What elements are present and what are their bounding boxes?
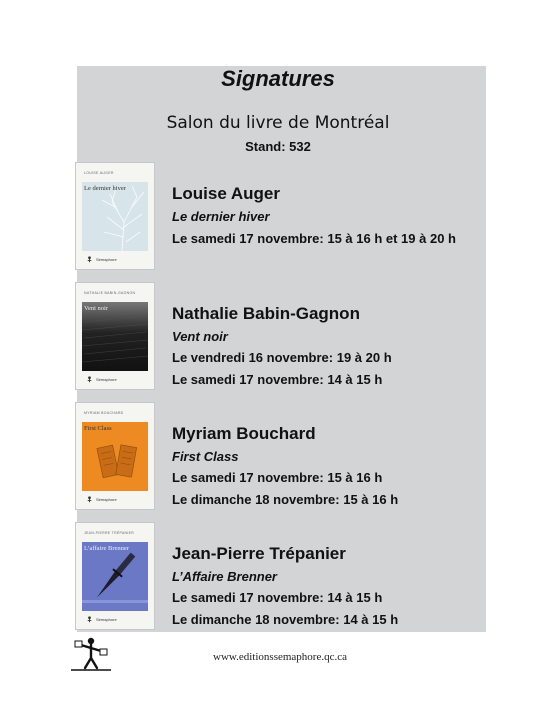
session-time: Le vendredi 16 novembre: 19 à 20 h [172, 350, 392, 365]
publisher-mark-icon [85, 495, 94, 504]
book-title: First Class [172, 449, 239, 464]
dark-scribble-illustration [82, 302, 148, 371]
tickets-illustration [82, 422, 148, 491]
session-time: Le dimanche 18 novembre: 15 à 16 h [172, 492, 399, 507]
cover-title: L’affaire Brenner [84, 545, 129, 552]
book-title: L’Affaire Brenner [172, 569, 277, 584]
cover-title: Vent noir [84, 305, 109, 312]
cover-author: JEAN-PIERRE TRÉPANIER [84, 531, 135, 535]
book-cover-affaire-brenner [76, 523, 154, 629]
cover-publisher: Sémaphore [96, 497, 117, 502]
cover-author: MYRIAM BOUCHARD [84, 411, 124, 415]
session-time: Le samedi 17 novembre: 15 à 16 h et 19 à 20 h [172, 231, 456, 246]
session-time: Le samedi 17 novembre: 14 à 15 h [172, 590, 383, 605]
knife-illustration [82, 542, 148, 611]
cover-title: Le dernier hiver [84, 185, 126, 192]
publisher-mark-icon [85, 375, 94, 384]
session-time: Le samedi 17 novembre: 15 à 16 h [172, 470, 383, 485]
semaphore-figure-logo-icon [69, 636, 113, 672]
author-name: Myriam Bouchard [172, 424, 316, 443]
publisher-mark-icon [85, 255, 94, 264]
book-cover-le-dernier-hiver [76, 163, 154, 269]
book-cover-first-class [76, 403, 154, 509]
page-title: Signatures [221, 66, 335, 91]
book-title: Vent noir [172, 329, 228, 344]
session-time: Le dimanche 18 novembre: 14 à 15 h [172, 612, 399, 627]
author-name: Louise Auger [172, 184, 280, 203]
cover-title: First Class [84, 425, 112, 432]
book-cover-vent-noir [76, 283, 154, 389]
book-title: Le dernier hiver [172, 209, 270, 224]
author-name: Nathalie Babin-Gagnon [172, 304, 360, 323]
cover-publisher: Sémaphore [96, 617, 117, 622]
publisher-mark-icon [85, 615, 94, 624]
website-url[interactable]: www.editionssemaphore.qc.ca [213, 651, 347, 663]
winter-tree-illustration [82, 182, 148, 251]
cover-publisher: Sémaphore [96, 257, 117, 262]
cover-author: LOUISE AUGER [84, 171, 114, 175]
author-name: Jean-Pierre Trépanier [172, 544, 346, 563]
cover-publisher: Sémaphore [96, 377, 117, 382]
cover-author: NATHALIE BABIN-GAGNON [84, 291, 136, 295]
event-name: Salon du livre de Montréal [166, 113, 390, 133]
stand-number: Stand: 532 [245, 139, 311, 154]
session-time: Le samedi 17 novembre: 14 à 15 h [172, 372, 383, 387]
